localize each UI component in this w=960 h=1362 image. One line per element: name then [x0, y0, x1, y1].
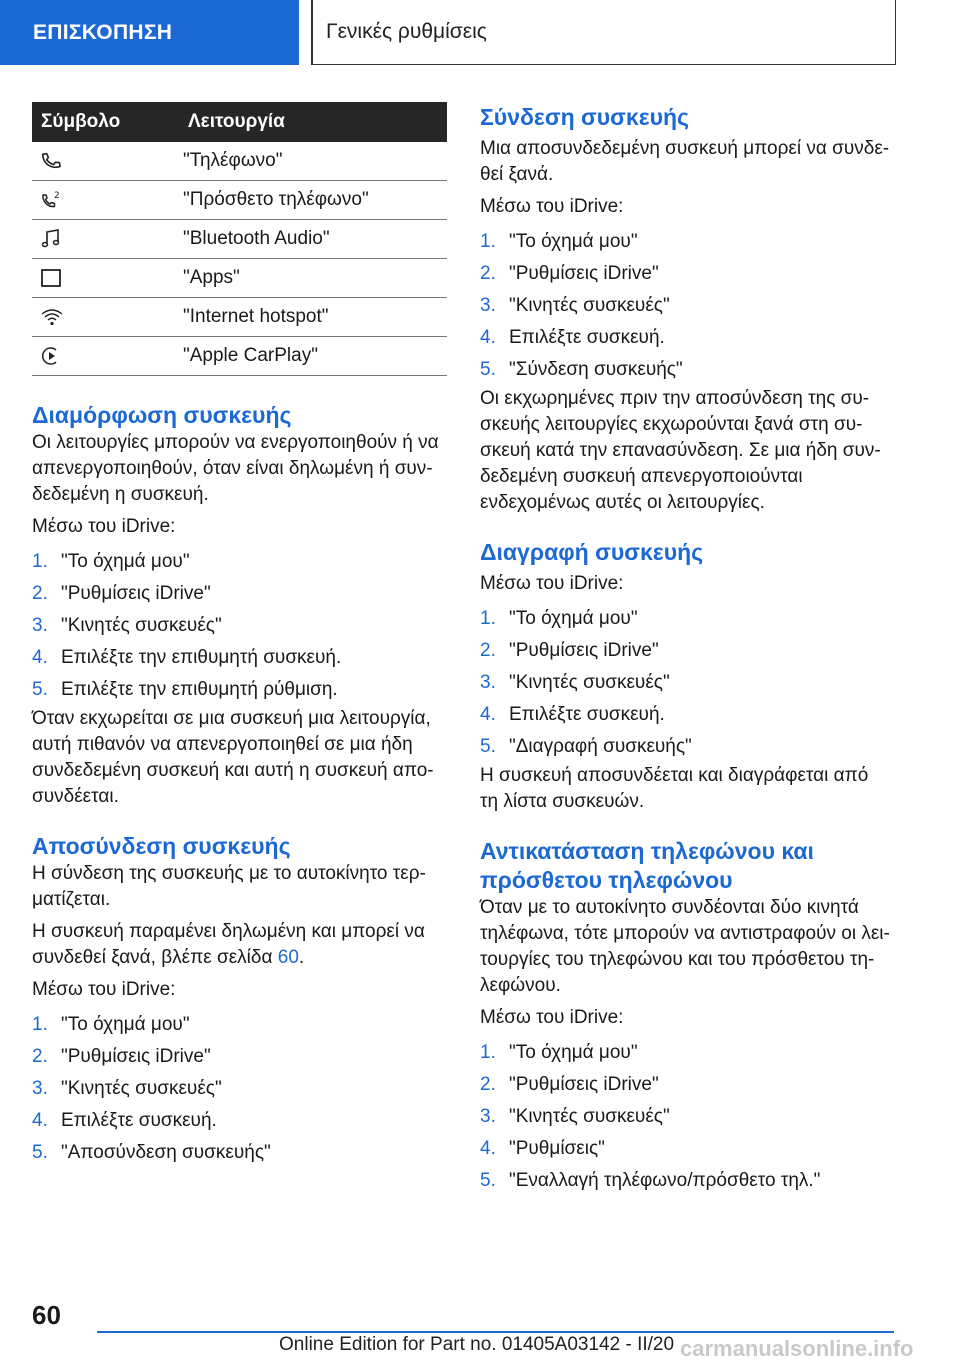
apps-square-icon	[32, 259, 168, 298]
configure-device-heading: Διαμόρφωση συσκευής	[32, 402, 292, 428]
svg-text:2: 2	[54, 191, 60, 201]
table-row	[32, 220, 447, 259]
connect-note: Οι εκχωρημένες πριν την αποσύνδεση της συ- σκευής λειτουργίες εκχωρούνται ξανά στη συ- σκευή κατά την επανασύνδεση. Σε μια ήδη συν- δεδεμένη συσκευή απενεργοποιούνται ενδεχομένως αυτές οι λειτουργίες.	[480, 388, 881, 513]
table-row	[32, 259, 447, 298]
delete-via: Μέσω του iDrive:	[480, 573, 624, 594]
list-item: 1. "Το όχημά μου"	[32, 551, 190, 572]
symbol-label: "Bluetooth Audio"	[168, 220, 447, 259]
list-item: 4. "Ρυθμίσεις"	[480, 1138, 605, 1159]
table-row	[32, 181, 447, 220]
delete-device-heading: Διαγραφή συσκευής	[480, 539, 704, 565]
list-item: 4. Επιλέξτε συσκευή.	[32, 1110, 217, 1131]
disconnect-p1: Η σύνδεση της συσκευής με το αυτοκίνητο τερ- ματίζεται.	[32, 863, 426, 910]
list-item: 3. "Κινητές συσκευές"	[480, 672, 670, 693]
connect-via: Μέσω του iDrive:	[480, 196, 624, 217]
disconnect-device-heading: Αποσύνδεση συσκευής	[32, 833, 291, 859]
right-column	[480, 103, 895, 1197]
configure-note: Όταν εκχωρείται σε μια συσκευή μια λειτουργία, αυτή πιθανόν να απενεργοποιηθεί σε μια ήδη συνδεδεμένη συσκευή και αυτή η συσκευή απο- συνδέεται.	[32, 708, 434, 807]
disconnect-steps	[32, 1009, 447, 1169]
disconnect-via: Μέσω του iDrive:	[32, 979, 176, 1000]
list-item: 1. "Το όχημά μου"	[480, 1042, 638, 1063]
watermark: carmanualsonline.info	[680, 1336, 914, 1361]
wifi-icon	[32, 298, 168, 337]
phone-icon	[32, 142, 168, 181]
list-item: 4. Επιλέξτε συσκευή.	[480, 704, 665, 725]
list-item: 2. "Ρυθμίσεις iDrive"	[32, 583, 211, 604]
list-item: 3. "Κινητές συσκευές"	[480, 295, 670, 316]
additional-phone-icon	[32, 181, 168, 220]
list-item: 2. "Ρυθμίσεις iDrive"	[480, 1074, 659, 1095]
symbol-label: "Internet hotspot"	[168, 298, 447, 337]
connect-intro: Μια αποσυνδεδεμένη συσκευή μπορεί να συνδε- θεί ξανά.	[480, 138, 890, 185]
connect-steps	[480, 226, 895, 386]
footer-edition: Online Edition for Part no. 01405A03142 - II/20	[279, 1334, 675, 1355]
list-item: 3. "Κινητές συσκευές"	[32, 1078, 222, 1099]
list-item: 2. "Ρυθμίσεις iDrive"	[480, 263, 659, 284]
table-row	[32, 337, 447, 376]
delete-steps	[480, 603, 895, 763]
symbol-label: "Τηλέφωνο"	[168, 142, 447, 181]
swap-intro: Όταν με το αυτοκίνητο συνδέονται δύο κινητά τηλέφωνα, τότε μπορούν να αντιστραφούν οι λει- τουργίες του τηλεφώνου και του πρόσθετου τη- λεφώνου.	[480, 897, 890, 996]
footer-divider	[97, 1331, 894, 1333]
function-column-header: Λειτουργία	[168, 102, 447, 142]
table-row	[32, 298, 447, 337]
symbol-label: "Apps"	[168, 259, 447, 298]
disconnect-p2: Η συσκευή παραμένει δηλωμένη και μπορεί να συνδεθεί ξανά, βλέπε σελίδα 60.	[32, 921, 425, 968]
list-item: 4. Επιλέξτε την επιθυμητή συσκευή.	[32, 647, 342, 668]
list-item: 5. "Αποσύνδεση συσκευής"	[32, 1142, 271, 1163]
list-item: 5. "Εναλλαγή τηλέφωνο/πρόσθετο τηλ."	[480, 1170, 821, 1191]
configure-intro: Οι λειτουργίες μπορούν να ενεργοποιηθούν ή να απενεργοποιηθούν, όταν είναι δηλωμένη ή συν- δεδεμένη η συσκευή.	[32, 432, 439, 505]
list-item: 4. Επιλέξτε συσκευή.	[480, 327, 665, 348]
table-row	[32, 142, 447, 181]
list-item: 1. "Το όχημά μου"	[32, 1014, 190, 1035]
list-item: 1. "Το όχημά μου"	[480, 608, 638, 629]
list-item: 1. "Το όχημά μου"	[480, 231, 638, 252]
list-item: 3. "Κινητές συσκευές"	[480, 1106, 670, 1127]
music-note-icon	[32, 220, 168, 259]
list-item: 5. Επιλέξτε την επιθυμητή ρύθμιση.	[32, 679, 338, 700]
left-column	[32, 102, 447, 1169]
page-number: 60	[32, 1300, 61, 1330]
connect-device-heading: Σύνδεση συσκευής	[480, 104, 690, 130]
configure-via: Μέσω του iDrive:	[32, 516, 176, 537]
configure-steps	[32, 546, 447, 706]
list-item: 5. "Σύνδεση συσκευής"	[480, 359, 683, 380]
symbols-table	[32, 102, 447, 376]
swap-steps	[480, 1037, 895, 1197]
symbol-label: "Apple CarPlay"	[168, 337, 447, 376]
swap-phone-heading: Αντικατάσταση τηλεφώνου και πρόσθετου τηλεφώνου	[480, 838, 814, 893]
list-item: 2. "Ρυθμίσεις iDrive"	[32, 1046, 211, 1067]
carplay-icon	[32, 337, 168, 376]
swap-via: Μέσω του iDrive:	[480, 1007, 624, 1028]
page-reference-link[interactable]: 60	[277, 947, 299, 968]
chapter-tab-general-settings: Γενικές ρυθμίσεις	[311, 0, 896, 65]
section-tab-overview: ΕΠΙΣΚΟΠΗΣΗ	[0, 0, 299, 65]
symbol-column-header: Σύμβολο	[32, 102, 168, 142]
list-item: 2. "Ρυθμίσεις iDrive"	[480, 640, 659, 661]
symbol-label: "Πρόσθετο τηλέφωνο"	[168, 181, 447, 220]
list-item: 3. "Κινητές συσκευές"	[32, 615, 222, 636]
list-item: 5. "Διαγραφή συσκευής"	[480, 736, 692, 757]
delete-note: Η συσκευή αποσυνδέεται και διαγράφεται από τη λίστα συσκευών.	[480, 765, 869, 812]
